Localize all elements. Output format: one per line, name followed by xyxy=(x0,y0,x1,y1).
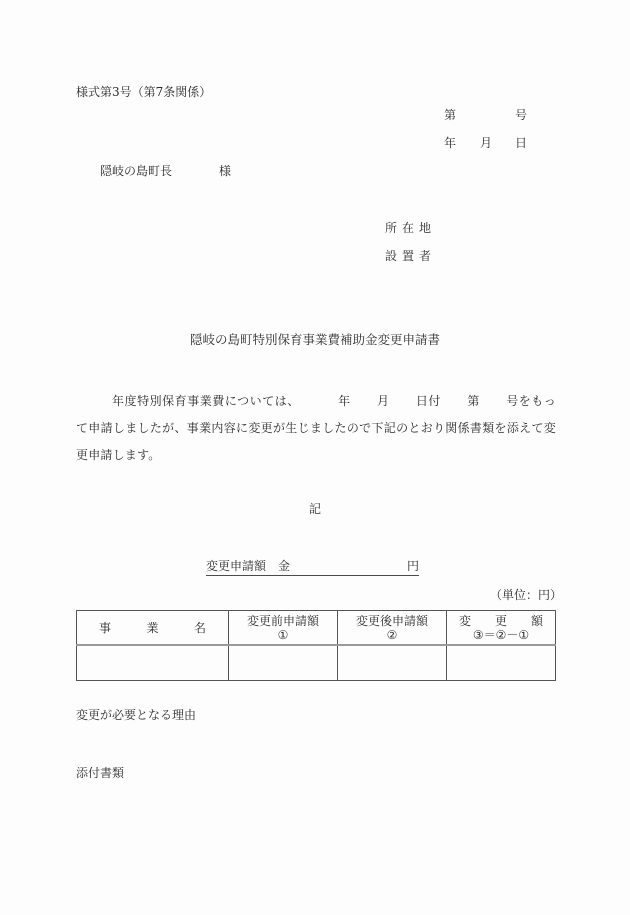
header-before-label: 変更前申請額 xyxy=(246,613,319,628)
header-change-amount xyxy=(447,611,556,646)
cell-change-amount[interactable] xyxy=(447,645,556,681)
document-title: 隠岐の島町特別保育事業費補助金変更申請書 xyxy=(189,332,440,347)
amount-line xyxy=(206,560,419,576)
table-header-row xyxy=(77,611,556,646)
header-before-amount xyxy=(229,611,338,646)
date-year-label: 年 xyxy=(444,136,457,150)
change-amount-table xyxy=(76,610,556,681)
cell-after-amount[interactable] xyxy=(338,645,447,681)
cell-before-amount[interactable] xyxy=(229,645,338,681)
body-day-dated: 日付 xyxy=(415,394,441,408)
form-number: 様式第3号（第7条関係） xyxy=(76,85,212,99)
reason-label: 変更が必要となる理由 xyxy=(76,708,197,722)
date-day-label: 日 xyxy=(515,136,528,150)
addressee-honorific: 様 xyxy=(219,164,232,178)
body-dai: 第 xyxy=(466,394,480,408)
body-year: 年 xyxy=(337,394,351,408)
header-diff-char: 更 xyxy=(494,613,507,628)
body-text-part2: 号をもって申請しましたが、事業内容に変更が生じましたので下記のとおり関係書類を添えて変更申請します。 xyxy=(76,394,557,462)
body-month: 月 xyxy=(376,394,390,408)
header-name-char: 事 xyxy=(99,620,112,635)
header-name-char: 名 xyxy=(193,620,206,635)
body-text-part1: 年度特別保育事業費については、 xyxy=(112,394,300,408)
amount-label: 変更申請額 金 xyxy=(206,559,291,573)
cell-business-name[interactable] xyxy=(77,645,229,681)
header-diff-char: 額 xyxy=(530,613,543,628)
table-row xyxy=(77,645,556,681)
unit-note: （単位：円） xyxy=(490,588,563,602)
date-month-label: 月 xyxy=(480,136,493,150)
addressee-name: 隠岐の島町長 xyxy=(100,164,173,178)
header-diff-formula: ③＝②－① xyxy=(472,627,530,642)
body-paragraph xyxy=(76,388,556,469)
header-before-mark: ① xyxy=(277,627,289,642)
ki-heading: 記 xyxy=(308,502,321,516)
attachments-label: 添付書類 xyxy=(76,766,125,780)
header-after-amount xyxy=(338,611,447,646)
reference-number-suffix: 号 xyxy=(515,108,528,122)
header-business-name xyxy=(77,611,229,646)
header-after-label: 変更後申請額 xyxy=(355,613,428,628)
reference-number-prefix: 第 xyxy=(444,108,457,122)
header-diff-char: 変 xyxy=(459,613,472,628)
amount-unit: 円 xyxy=(406,559,419,573)
applicant-installer-label: 設置者 xyxy=(385,249,437,263)
header-name-char: 業 xyxy=(146,620,159,635)
header-after-mark: ② xyxy=(386,627,398,642)
applicant-address-label: 所在地 xyxy=(385,221,437,235)
